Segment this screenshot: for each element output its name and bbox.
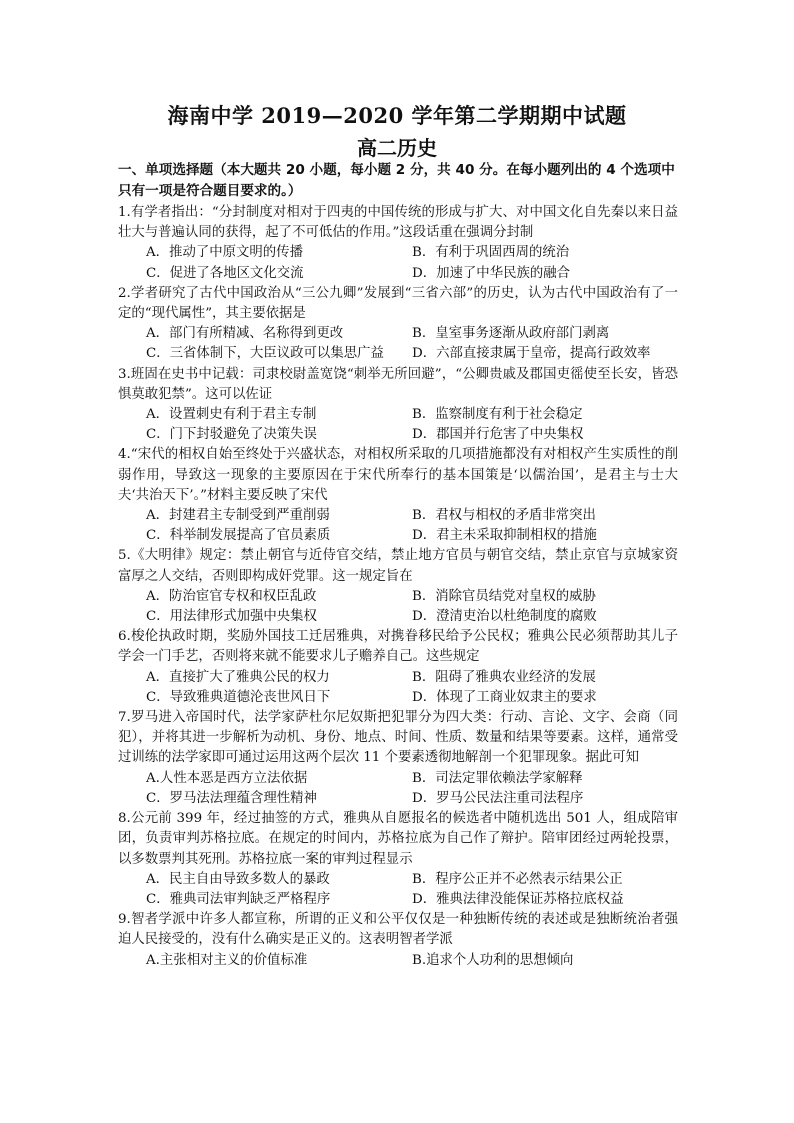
option-d: D．体现了工商业奴隶主的要求 bbox=[412, 689, 597, 705]
question-2 bbox=[118, 284, 678, 365]
question-stem: 6.梭伦执政时期，奖励外国技工迁居雅典，对携眷移民给予公民权；雅典公民必须帮助其儿子学会一门手艺，否则将来就不能要求儿子赡养自己。这些规定 bbox=[118, 629, 678, 665]
section-heading: 一、单项选择题（本大题共 20 小题，每小题 2 分，共 40 分。在每小题列出的 4 个选项中只有一项是符合题目要求的。） bbox=[118, 162, 675, 199]
option-c: C．门下封驳避免了决策失误 bbox=[146, 427, 317, 443]
option-d: D．君主未采取抑制相权的措施 bbox=[412, 528, 597, 544]
option-b: B．君权与相权的矛盾非常突出 bbox=[412, 508, 596, 524]
option-d: D．澄清吏治以杜绝制度的腐败 bbox=[412, 609, 597, 625]
option-d: D．雅典法律没能保证苏格拉底权益 bbox=[412, 891, 624, 907]
option-a: A．民主自由导致多数人的暴政 bbox=[146, 871, 330, 887]
question-stem: 7.罗马进入帝国时代，法学家萨杜尔尼奴斯把犯罪分为四大类：行动、言论、文字、会商（同犯），并将其进一步解析为动机、身份、地点、时间、性质、数量和结果等要素。这样，通常受过训练的法学家即可通过运用这两个层次 11 个要素透彻地解剖一个犯罪现象。据此可知 bbox=[118, 710, 678, 766]
option-b: B．监察制度有利于社会稳定 bbox=[412, 407, 583, 423]
question-options bbox=[118, 506, 678, 546]
option-a: A.人性本恶是西方立法依据 bbox=[146, 770, 308, 786]
option-a: A．直接扩大了雅典公民的权力 bbox=[146, 669, 330, 685]
question-options bbox=[118, 324, 678, 364]
question-stem: 4.“宋代的相权自始至终处于兴盛状态，对相权所采取的几项措施都没有对相权产生实质性的削弱作用，导致这一现象的主要原因在于宋代所奉行的基本国策是‘以儒治国’，是君主与士大夫‘共治天下’。”材料主要反映了宋代 bbox=[118, 447, 678, 503]
question-7 bbox=[118, 708, 678, 809]
question-stem: 2.学者研究了古代中国政治从“三公九卿”发展到“三省六部”的历史，认为古代中国政治有了一定的“现代属性”，其主要依据是 bbox=[118, 285, 678, 322]
option-c: C．雅典司法审判缺乏严格程序 bbox=[146, 891, 331, 907]
question-9 bbox=[118, 910, 678, 971]
option-c: C．导致雅典道德沦丧世风日下 bbox=[146, 689, 331, 705]
option-a: A．设置刺史有利于君主专制 bbox=[146, 407, 317, 423]
option-d: D．郡国并行危害了中央集权 bbox=[412, 427, 584, 443]
question-5 bbox=[118, 546, 678, 627]
option-d: D．罗马公民法注重司法程序 bbox=[412, 790, 584, 806]
question-3 bbox=[118, 365, 678, 446]
option-b: B．皇室事务逐渐从政府部门剥离 bbox=[412, 326, 610, 342]
question-options bbox=[118, 769, 678, 809]
page-title: 海南中学 2019—2020 学年第二学期期中试题 bbox=[167, 103, 627, 128]
option-d: D．加速了中华民族的融合 bbox=[412, 265, 571, 281]
question-options bbox=[118, 870, 678, 910]
question-stem: 1.有学者指出：“分封制度对相对于四夷的中国传统的形成与扩大、对中国文化自先秦以来日益壮大与普遍认同的获得，起了不可低估的作用。”这段话重在强调分封制 bbox=[118, 205, 678, 241]
exam-content bbox=[118, 160, 678, 971]
option-d: D．六部直接隶属于皇帝，提高行政效率 bbox=[412, 346, 651, 362]
question-stem: 5.《大明律》规定：禁止朝官与近侍官交结，禁止地方官员与朝官交结，禁止京官与京城家资富厚之人交结，否则即构成奸党罪。这一规定旨在 bbox=[118, 548, 678, 584]
option-b: B．程序公正并不必然表示结果公正 bbox=[412, 871, 623, 887]
option-b: B．司法定罪依赖法学家解释 bbox=[412, 770, 583, 786]
question-6 bbox=[118, 627, 678, 708]
option-b: B．阻碍了雅典农业经济的发展 bbox=[412, 669, 596, 685]
option-c: C．罗马法法理蕴含理性精神 bbox=[146, 790, 317, 806]
option-c: C．三省体制下，大臣议政可以集思广益 bbox=[146, 346, 384, 362]
question-stem: 3.班固在史书中记载：司隶校尉盖宽饶“刺举无所回避”，“公卿贵戚及郡国吏徭使至长安，皆恐惧莫敢犯禁”。这可以佐证 bbox=[118, 366, 678, 402]
question-options bbox=[118, 243, 678, 283]
question-stem: 8.公元前 399 年，经过抽签的方式，雅典从自愿报名的候选者中随机选出 501 人，组成陪审团，负责审判苏格拉底。在规定的时间内，苏格拉底为自己作了辩护。陪审团经过两轮投票，以多数票判其死刑。苏格拉底一案的审判过程显示 bbox=[118, 811, 678, 867]
question-stem: 9.智者学派中许多人都宣称，所谓的正义和公平仅仅是一种独断传统的表述或是独断统治者强迫人民接受的，没有什么确实是正义的。这表明智者学派 bbox=[118, 912, 678, 948]
question-4 bbox=[118, 445, 678, 546]
option-a: A．部门有所精减、名称得到更改 bbox=[146, 326, 344, 342]
option-a: A．封建君主专制受到严重削弱 bbox=[146, 508, 330, 524]
question-options bbox=[118, 405, 678, 445]
option-a: A．防治宦官专权和权臣乱政 bbox=[146, 588, 317, 604]
option-a: A．推动了中原文明的传播 bbox=[146, 245, 303, 261]
option-b: B.追求个人功利的思想倾向 bbox=[412, 952, 574, 968]
question-options bbox=[118, 587, 678, 627]
question-options bbox=[118, 668, 678, 708]
question-options bbox=[118, 951, 678, 971]
option-c: C．用法律形式加强中央集权 bbox=[146, 609, 317, 625]
page-subtitle: 高二历史 bbox=[357, 136, 437, 160]
option-c: C．科举制发展提高了官员素质 bbox=[146, 528, 331, 544]
question-list bbox=[118, 203, 678, 971]
question-1 bbox=[118, 203, 678, 284]
question-8 bbox=[118, 809, 678, 910]
option-b: B．消除官员结党对皇权的威胁 bbox=[412, 588, 596, 604]
option-c: C．促进了各地区文化交流 bbox=[146, 265, 304, 281]
option-a: A.主张相对主义的价值标准 bbox=[146, 952, 308, 968]
option-b: B．有利于巩固西周的统治 bbox=[412, 245, 570, 261]
